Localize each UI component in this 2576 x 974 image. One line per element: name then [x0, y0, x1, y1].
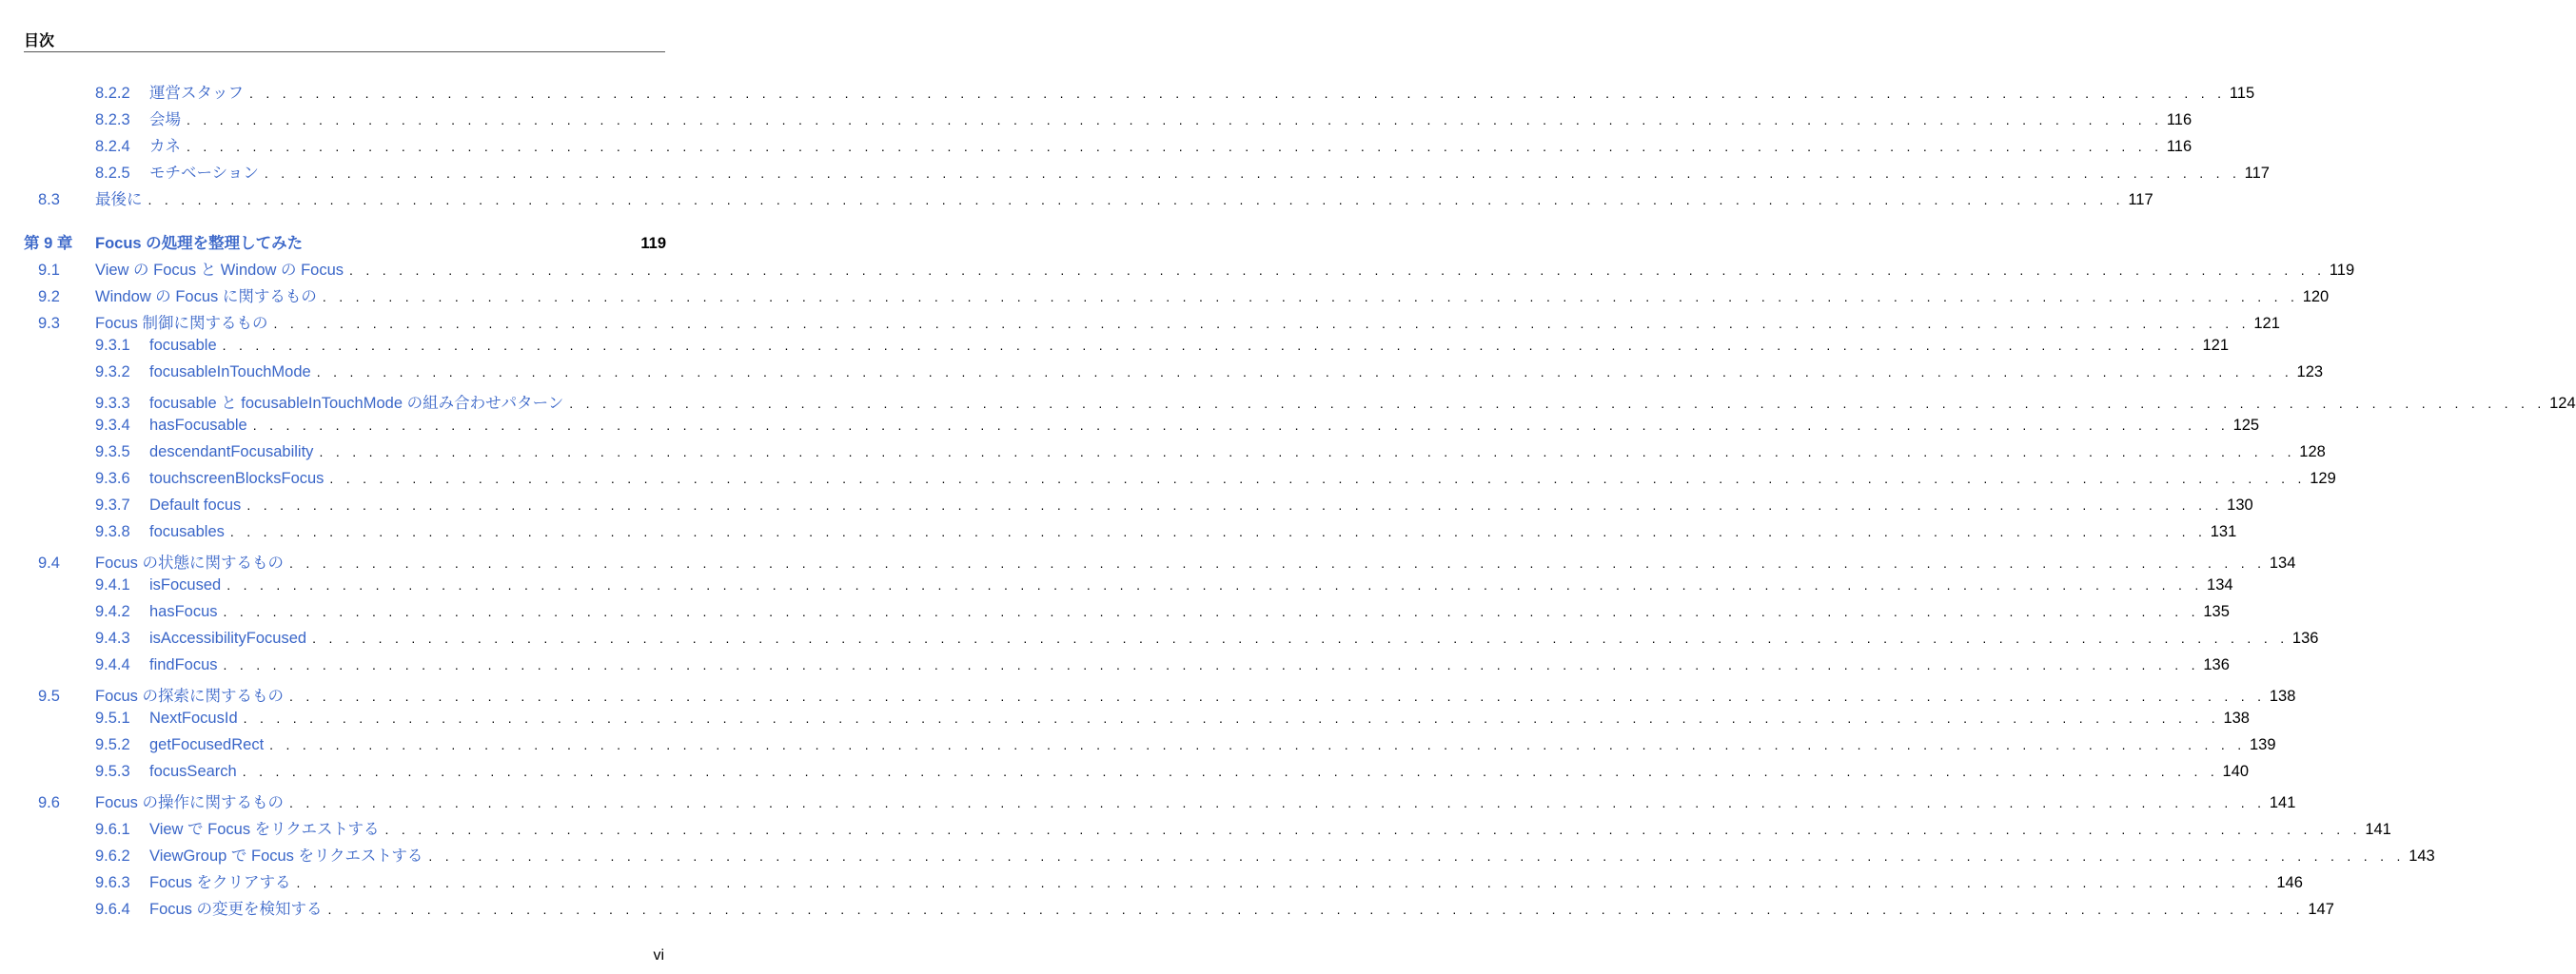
dot-leader: . . . . . . . . . . . . . . . . . . . . . . . . . . . . . . . . . . . . . . . . . . . . . . . . . . . . . . . . . . . . . . . . . . . . . . . . . . . . . . . . . . . . . . . . . . . . . . . . . . . . . . . . . . . . . . . . . . . . . . . . [428, 848, 2406, 864]
toc-entry[interactable] [95, 107, 2193, 128]
toc-entry-title[interactable]: 最後に [95, 191, 143, 208]
toc-entry-page: 117 [2244, 165, 2270, 182]
dot-leader: . . . . . . . . . . . . . . . . . . . . . . . . . . . . . . . . . . . . . . . . . . . . . . . . . . . . . . . . . . . . . . . . . . . . . . . . . . . . . . . . . . . . . . . . . . . . . . . . . . . . . . . . . . . . . . . . . . . . . . . . [223, 604, 2200, 619]
toc-entry-number: 9.6.3 [95, 874, 130, 891]
toc-entry-page: 138 [2269, 688, 2296, 705]
dot-leader: . . . . . . . . . . . . . . . . . . . . . . . . . . . . . . . . . . . . . . . . . . . . . . . . . . . . . . . . . . . . . . . . . . . . . . . . . . . . . . . . . . . . . . . . . . . . . . . . . . . . . . . . . . . . . . . . . . . . . . . . [322, 289, 2299, 304]
toc-chapter-entry[interactable] [24, 230, 666, 251]
toc-entry[interactable] [95, 337, 2229, 358]
toc-entry[interactable] [95, 497, 2253, 517]
toc-entry-number: 9.3.1 [95, 337, 130, 354]
toc-entry-page: 123 [2296, 363, 2324, 380]
toc-entry-number: 9.6 [38, 794, 60, 811]
dot-leader: . . . . . . . . . . . . . . . . . . . . . . . . . . . . . . . . . . . . . . . . . . . . . . . . . . . . . . . . . . . . . . . . . . . . . . . . . . . . . . . . . . . . . . . . . . . . . . . . . . . . . . . . . . . . . . . . . . . . . . . . [249, 86, 2226, 101]
dot-leader: . . . . . . . . . . . . . . . . . . . . . . . . . . . . . . . . . . . . . . . . . . . . . . . . . . . . . . . . . . . . . . . . . . . . . . . . . . . . . . . . . . . . . . . . . . . . . . . . . . . . . . . . . . . . . . . . . . . . . . . . [327, 902, 2305, 917]
dot-leader: . . . . . . . . . . . . . . . . . . . . . . . . . . . . . . . . . . . . . . . . . . . . . . . . . . . . . . . . . . . . . . . . . . . . . . . . . . . . . . . . . . . . . . . . . . . . . . . . . . . . . . . . . . . . . . . . . . . . . . . . [226, 577, 2204, 593]
toc-entry-page: 140 [2222, 763, 2250, 780]
toc-entry-page: 136 [2203, 656, 2230, 673]
toc-entry-number: 9.6.4 [95, 901, 130, 918]
toc-entry-title[interactable]: Focus の操作に関するもの [95, 794, 285, 811]
toc-entry[interactable] [38, 186, 2153, 208]
toc-entry-title[interactable]: Focus の処理を整理してみた [95, 235, 304, 252]
toc-entry-number: 9.4.3 [95, 630, 130, 647]
toc-entry-page: 129 [2310, 470, 2336, 487]
toc-entry-number: 9.2 [38, 288, 60, 305]
toc-entry-number: 8.2.5 [95, 165, 130, 182]
toc-entry[interactable] [95, 80, 2255, 102]
toc-entry[interactable] [95, 417, 2260, 438]
toc-entry-number: 9.4.4 [95, 656, 130, 673]
toc-entry-title[interactable]: モチベーション [149, 165, 259, 182]
toc-entry-page: 119 [2329, 262, 2355, 279]
toc-entry-number: 9.3 [38, 315, 60, 332]
toc-entry-title[interactable]: 運営スタッフ [149, 85, 244, 102]
dot-leader: . . . . . . . . . . . . . . . . . . . . . . . . . . . . . . . . . . . . . . . . . . . . . . . . . . . . . . . . . . . . . . . . . . . . . . . . . . . . . . . . . . . . . . . . . . . . . . . . . . . . . . . . . . . . . . . . . . . . . . . . [349, 263, 2326, 278]
toc-entry-page: 125 [2232, 417, 2260, 434]
running-header: 目次 [24, 29, 665, 52]
dot-leader: . . . . . . . . . . . . . . . . . . . . . . . . . . . . . . . . . . . . . . . . . . . . . . . . . . . . . . . . . . . . . . . . . . . . . . . . . . . . . . . . . . . . . . . . . . . . . . . . . . . . . . . . . . . . . . . . . . . . . . . . [246, 497, 2224, 513]
dot-leader: . . . . . . . . . . . . . . . . . . . . . . . . . . . . . . . . . . . . . . . . . . . . . . . . . . . . . . . . . . . . . . . . . . . . . . . . . . . . . . . . . . . . . . . . . . . . . . . . . . . . . . . . . . . . . . . . . . . . . . . . [229, 524, 2207, 539]
toc-entry-page: 131 [2210, 523, 2237, 540]
toc-entry-number: 9.4 [38, 555, 60, 572]
dot-leader: . . . . . . . . . . . . . . . . . . . . . . . . . . . . . . . . . . . . . . . . . . . . . . . . . . . . . . . . . . . . . . . . . . . . . . . . . . . . . . . . . . . . . . . . . . . . . . . . . . . . . . . . . . . . . . . . . . . . . . . . [269, 737, 2246, 752]
toc-entry-page: 115 [2229, 85, 2255, 102]
toc-entry[interactable] [95, 390, 2576, 412]
dot-leader: . . . . . . . . . . . . . . . . . . . . . . . . . . . . . . . . . . . . . . . . . . . . . . . . . . . . . . . . . . . . . . . . . . . . . . . . . . . . . . . . . . . . . . . . . . . . . . . . . . . . . . . . . . . . . . . . . . . . . . . . [316, 364, 2293, 380]
toc-entry[interactable] [38, 257, 2355, 279]
toc-entry[interactable] [95, 736, 2276, 757]
toc-entry[interactable] [95, 363, 2324, 384]
dot-leader: . . . . . . . . . . . . . . . . . . . . . . . . . . . . . . . . . . . . . . . . . . . . . . . . . . . . . . . . . . . . . . . . . . . . . . . . . . . . . . . . . . . . . . . . . . . . . . . . . . . . . . . . . . . . . . . . . . . . . . . . [319, 444, 2296, 459]
toc-entry-number: 9.5.1 [95, 710, 130, 727]
toc-entry-page: 117 [2128, 191, 2153, 208]
dot-leader: . . . . . . . . . . . . . . . . . . . . . . . . . . . . . . . . . . . . . . . . . . . . . . . . . . . . . . . . . . . . . . . . . . . . . . . . . . . . . . . . . . . . . . . . . . . . . . . . . . . . . . . . . . . . . . . . . . . . . . . . [296, 875, 2273, 890]
dot-leader: . . . . . . . . . . . . . . . . . . . . . . . . . . . . . . . . . . . . . . . . . . . . . . . . . . . . . . . . . . . . . . . . . . . . . . . . . . . . . . . . . . . . . . . . . . . . . . . . . . . . . . . . . . . . . . . . . . . . . . . . [243, 711, 2220, 726]
toc-entry[interactable] [95, 763, 2250, 784]
toc-entry-number: 9.3.7 [95, 497, 130, 514]
toc-entry-page: 146 [2276, 874, 2303, 891]
toc-entry-title[interactable]: focusable と focusableInTouchMode の組み合わせパターン [149, 395, 564, 412]
toc-entry-title[interactable]: Window の Focus に関するもの [95, 288, 317, 305]
toc-entry-number: 9.3.4 [95, 417, 130, 434]
toc-entry[interactable] [95, 710, 2250, 730]
toc-entry[interactable] [95, 896, 2334, 918]
toc-entry[interactable] [95, 816, 2391, 838]
toc-entry-title[interactable]: findFocus [149, 656, 218, 673]
toc-entry-page: 119 [640, 235, 666, 252]
toc-entry-number: 9.6.2 [95, 847, 130, 865]
dot-leader: . . . . . . . . . . . . . . . . . . . . . . . . . . . . . . . . . . . . . . . . . . . . . . . . . . . . . . . . . . . . . . . . . . . . . . . . . . . . . . . . . . . . . . . . . . . . . . . . . . . . . . . . . . . . . . . . . . . . . . . . [242, 764, 2219, 779]
toc-entry-page: 120 [2302, 288, 2330, 305]
toc-entry-title[interactable]: focusSearch [149, 763, 237, 780]
toc-entry-page: 124 [2549, 395, 2576, 412]
toc-entry-title[interactable]: Focus 制御に関するもの [95, 315, 268, 332]
toc-entry-number: 9.6.1 [95, 821, 130, 838]
toc-entry-title[interactable]: Focus の状態に関するもの [95, 555, 285, 572]
dot-leader: . . . . . . . . . . . . . . . . . . . . . . . . . . . . . . . . . . . . . . . . . . . . . . . . . . . . . . . . . . . . . . . . . . . . . . . . . . . . . . . . . . . . . . . . . . . . . . . . . . . . . . . . . . . . . . . . . . . . . . . . [273, 316, 2251, 331]
toc-entry-title[interactable]: isFocused [149, 576, 222, 594]
toc-entry-page: 121 [2253, 315, 2280, 332]
dot-leader: . . . . . . . . . . . . . . . . . . . . . . . . . . . . . . . . . . . . . . . . . . . . . . . . . . . . . . . . . . . . . . . . . . . . . . . . . . . . . . . . . . . . . . . . . . . . . . . . . . . . . . . . . . . . . . . . . . . . . . . . [289, 555, 2266, 571]
toc-entry-title[interactable]: focusableInTouchMode [149, 363, 311, 380]
toc-entry-number: 9.5 [38, 688, 60, 705]
toc-entry[interactable] [95, 843, 2435, 865]
toc-entry-page: 143 [2409, 847, 2435, 865]
toc-entry[interactable] [95, 603, 2230, 624]
toc-entry-number: 9.3.8 [95, 523, 130, 540]
toc-entry-number: 8.2.2 [95, 85, 130, 102]
toc-entry-number: 8.3 [38, 191, 60, 208]
toc-entry-title[interactable]: hasFocus [149, 603, 218, 620]
dot-leader: . . . . . . . . . . . . . . . . . . . . . . . . . . . . . . . . . . . . . . . . . . . . . . . . . . . . . . . . . . . . . . . . . . . . . . . . . . . . . . . . . . . . . . . . . . . . . . . . . . . . . . . . . . . . . . . . . . . . . . . . [312, 631, 2289, 646]
toc-entry[interactable] [38, 683, 2296, 705]
toc-entry-page: 139 [2249, 736, 2276, 753]
toc-entry-page: 116 [2166, 111, 2193, 128]
toc-entry-title[interactable]: isAccessibilityFocused [149, 630, 307, 647]
toc-entry-page: 147 [2308, 901, 2334, 918]
toc-entry-number: 8.2.4 [95, 138, 130, 155]
toc-entry-title[interactable]: View で Focus をリクエストする [149, 821, 380, 838]
dot-leader: . . . . . . . . . . . . . . . . . . . . . . . . . . . . . . . . . . . . . . . . . . . . . . . . . . . . . . . . . . . . . . . . . . . . . . . . . . . . . . . . . . . . . . . . . . . . . . . . . . . . . . . . . . . . . . . . . . . . . . . . [569, 396, 2547, 411]
toc-entry-title[interactable]: focusables [149, 523, 225, 540]
toc-entry-number: 9.3.2 [95, 363, 130, 380]
dot-leader: . . . . . . . . . . . . . . . . . . . . . . . . . . . . . . . . . . . . . . . . . . . . . . . . . . . . . . . . . . . . . . . . . . . . . . . . . . . . . . . . . . . . . . . . . . . . . . . . . . . . . . . . . . . . . . . . . . . . . . . . [289, 795, 2266, 810]
toc-entry-number: 9.5.3 [95, 763, 130, 780]
toc-entry-title[interactable]: focusable [149, 337, 217, 354]
dot-leader: . . . . . . . . . . . . . . . . . . . . . . . . . . . . . . . . . . . . . . . . . . . . . . . . . . . . . . . . . . . . . . . . . . . . . . . . . . . . . . . . . . . . . . . . . . . . . . . . . . . . . . . . . . . . . . . . . . . . . . . . [187, 139, 2163, 154]
toc-entry[interactable] [38, 310, 2280, 332]
toc-entry[interactable] [95, 523, 2237, 544]
toc-entry-title[interactable]: hasFocusable [149, 417, 247, 434]
toc-entry-number: 9.3.6 [95, 470, 130, 487]
toc-entry-page: 130 [2227, 497, 2253, 514]
toc-entry-title[interactable]: ViewGroup で Focus をリクエストする [149, 847, 423, 865]
toc-entry[interactable] [95, 133, 2193, 155]
toc-entry-number: 9.3.5 [95, 443, 130, 460]
toc-entry-number: 8.2.3 [95, 111, 130, 128]
toc-entry-title[interactable]: カネ [149, 138, 181, 155]
page-number: vi [653, 947, 664, 964]
toc-entry-page: 134 [2207, 576, 2233, 594]
dot-leader: . . . . . . . . . . . . . . . . . . . . . . . . . . . . . . . . . . . . . . . . . . . . . . . . . . . . . . . . . . . . . . . . . . . . . . . . . . . . . . . . . . . . . . . . . . . . . . . . . . . . . . . . . . . . . . . . . . . . . . . . [289, 689, 2266, 704]
toc-entry-title[interactable]: Focus の変更を検知する [149, 901, 323, 918]
toc-entry[interactable] [95, 630, 2319, 651]
toc-entry[interactable] [38, 283, 2330, 305]
toc-entry-number: 9.1 [38, 262, 60, 279]
toc-entry-page: 134 [2269, 555, 2296, 572]
toc-entry[interactable] [95, 576, 2233, 597]
toc-entry[interactable] [38, 789, 2296, 811]
dot-leader: . . . . . . . . . . . . . . . . . . . . . . . . . . . . . . . . . . . . . . . . . . . . . . . . . . . . . . . . . . . . . . . . . . . . . . . . . . . . . . . . . . . . . . . . . . . . . . . . . . . . . . . . . . . . . . . . . . . . . . . . [187, 112, 2163, 127]
toc-entry[interactable] [95, 443, 2326, 464]
dot-leader: . . . . . . . . . . . . . . . . . . . . . . . . . . . . . . . . . . . . . . . . . . . . . . . . . . . . . . . . . . . . . . . . . . . . . . . . . . . . . . . . . . . . . . . . . . . . . . . . . . . . . . . . . . . . . . . . . . . . . . . . [252, 418, 2230, 433]
toc-entry-number: 第 9 章 [24, 235, 73, 252]
toc-entry-page: 141 [2269, 794, 2296, 811]
toc-entry-number: 9.5.2 [95, 736, 130, 753]
toc-entry[interactable] [95, 869, 2303, 891]
toc-entry-number: 9.4.1 [95, 576, 130, 594]
toc-entry-number: 9.4.2 [95, 603, 130, 620]
toc-entry-title[interactable]: Focus の探索に関するもの [95, 688, 285, 705]
dot-leader: . . . . . . . . . . . . . . . . . . . . . . . . . . . . . . . . . . . . . . . . . . . . . . . . . . . . . . . . . . . . . . . . . . . . . . . . . . . . . . . . . . . . . . . . . . . . . . . . . . . . . . . . . . . . . . . . . . . . . . . . [264, 166, 2241, 181]
toc-entry-page: 135 [2203, 603, 2230, 620]
dot-leader: . . . . . . . . . . . . . . . . . . . . . . . . . . . . . . . . . . . . . . . . . . . . . . . . . . . . . . . . . . . . . . . . . . . . . . . . . . . . . . . . . . . . . . . . . . . . . . . . . . . . . . . . . . . . . . . . . . . . . . . . [222, 338, 2199, 353]
toc-entry-title[interactable]: descendantFocusability [149, 443, 314, 460]
toc-entry-page: 121 [2202, 337, 2229, 354]
dot-leader: . . . . . . . . . . . . . . . . . . . . . . . . . . . . . . . . . . . . . . . . . . . . . . . . . . . . . . . . . . . . . . . . . . . . . . . . . . . . . . . . . . . . . . . . . . . . . . . . . . . . . . . . . . . . . . . . . . . . . . . . [223, 657, 2200, 672]
toc-entry-page: 116 [2166, 138, 2193, 155]
dot-leader: . . . . . . . . . . . . . . . . . . . . . . . . . . . . . . . . . . . . . . . . . . . . . . . . . . . . . . . . . . . . . . . . . . . . . . . . . . . . . . . . . . . . . . . . . . . . . . . . . . . . . . . . . . . . . . . . . . . . . . . . [329, 471, 2307, 486]
toc-entry-title[interactable]: View の Focus と Window の Focus [95, 262, 344, 279]
dot-leader: . . . . . . . . . . . . . . . . . . . . . . . . . . . . . . . . . . . . . . . . . . . . . . . . . . . . . . . . . . . . . . . . . . . . . . . . . . . . . . . . . . . . . . . . . . . . . . . . . . . . . . . . . . . . . . . . . . . . . . . . [384, 822, 2362, 837]
toc-entry-title[interactable]: 会場 [149, 111, 181, 128]
toc-entry[interactable] [38, 550, 2296, 572]
toc-entry-title[interactable]: Focus をクリアする [149, 874, 291, 891]
toc-entry-title[interactable]: NextFocusId [149, 710, 238, 727]
toc-entry[interactable] [95, 160, 2270, 182]
toc-entry-title[interactable]: Default focus [149, 497, 242, 514]
toc-entry[interactable] [95, 656, 2230, 677]
toc-entry[interactable] [95, 470, 2336, 491]
toc-entry-page: 138 [2223, 710, 2250, 727]
toc-entry-page: 136 [2291, 630, 2319, 647]
dot-leader: . . . . . . . . . . . . . . . . . . . . . . . . . . . . . . . . . . . . . . . . . . . . . . . . . . . . . . . . . . . . . . . . . . . . . . . . . . . . . . . . . . . . . . . . . . . . . . . . . . . . . . . . . . . . . . . . . . . . . . . . [147, 192, 2125, 207]
toc-entry-title[interactable]: getFocusedRect [149, 736, 265, 753]
toc-entry-page: 141 [2365, 821, 2391, 838]
toc-entry-title[interactable]: touchscreenBlocksFocus [149, 470, 324, 487]
toc-entry-number: 9.3.3 [95, 395, 130, 412]
toc-entry-page: 128 [2299, 443, 2326, 460]
